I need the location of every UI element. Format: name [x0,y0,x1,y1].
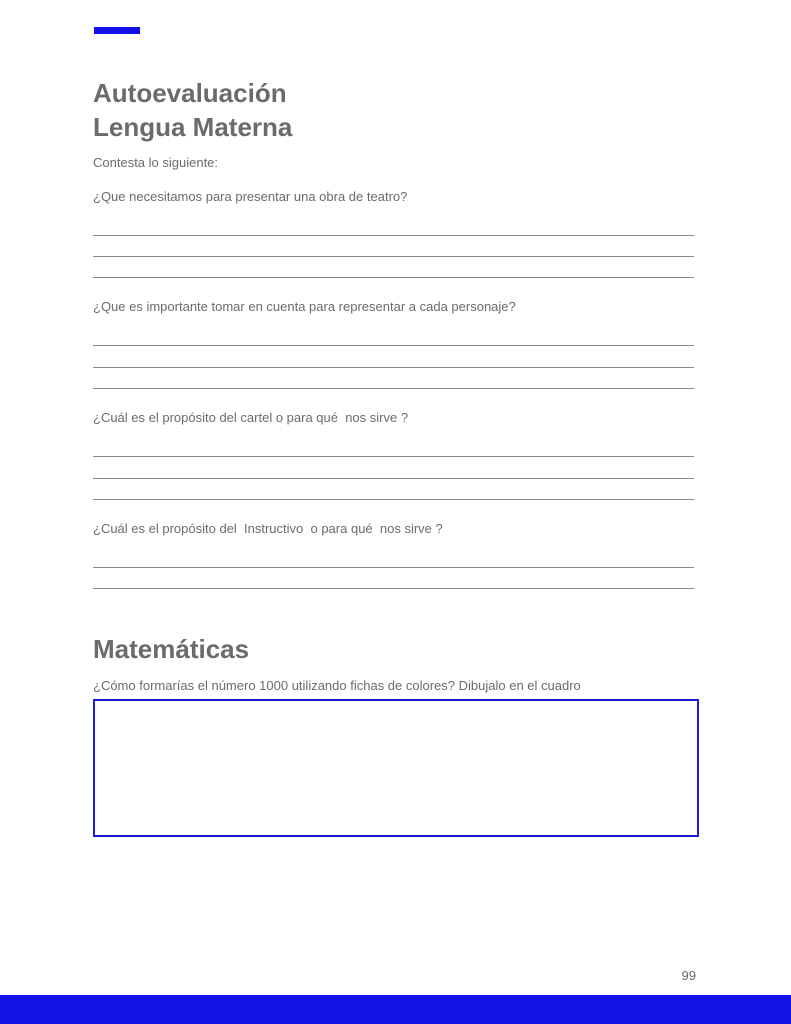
question-4: ¿Cuál es el propósito del Instructivo o para qué nos sirve ? [93,521,443,536]
math-prompt: ¿Cómo formarías el número 1000 utilizando fichas de colores? Dibujalo en el cuadro [93,678,581,693]
answer-line-q3-2[interactable] [93,478,694,479]
question-1: ¿Que necesitamos para presentar una obra de teatro? [93,189,408,204]
page-title-line-1: Autoevaluación [93,78,287,108]
page-title [93,76,292,144]
answer-line-q3-1[interactable] [93,456,694,457]
math-section-title: Matemáticas [93,634,250,664]
instructions-text: Contesta lo siguiente: [93,155,219,170]
question-2: ¿Que es importante tomar en cuenta para representar a cada personaje? [93,299,516,314]
answer-line-q1-1[interactable] [93,235,694,236]
answer-line-q1-2[interactable] [93,256,694,257]
answer-line-q4-1[interactable] [93,567,694,568]
page-number: 99 [681,968,696,983]
answer-line-q1-3[interactable] [93,277,694,278]
drawing-box[interactable] [93,699,699,837]
question-3: ¿Cuál es el propósito del cartel o para qué nos sirve ? [93,410,409,425]
answer-line-q2-1[interactable] [93,345,694,346]
answer-line-q2-2[interactable] [93,367,694,368]
header-accent-bar [94,27,140,34]
footer-bar [0,995,791,1024]
answer-line-q2-3[interactable] [93,388,694,389]
answer-line-q3-3[interactable] [93,499,694,500]
answer-line-q4-2[interactable] [93,588,694,589]
page-title-line-2: Lengua Materna [93,112,293,142]
